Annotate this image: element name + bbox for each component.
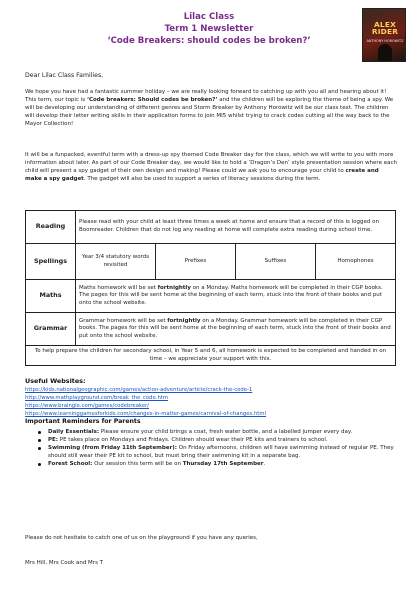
spellings-col: Homophones bbox=[316, 244, 396, 280]
spellings-col: Year 3/4 statutory words revisited bbox=[76, 244, 156, 280]
list-item bbox=[25, 395, 405, 403]
reminders-list bbox=[38, 428, 398, 468]
bullet-icon bbox=[38, 439, 41, 442]
event-paragraph: It will be a funpacked, eventful term with a dress-up spy themed Code Breaker day for the class, which we will write to you with more information about later. As part of our Code Breaker day, we would like to hold a ‘Dragon’s Den’ style presentation session where each child will present a spy gadget of their own design and making! Please could we ask you to encourage your child to create and make a spy gadget. The gadget will also be used to support a series of literacy sessions during the term. bbox=[25, 152, 397, 183]
closing-line: Please do not hesitate to catch one of us on the playground if you have any queries, bbox=[25, 535, 258, 541]
bullet-icon bbox=[38, 431, 41, 434]
greeting: Dear Lilac Class Families, bbox=[25, 72, 104, 79]
homework-footer: To help prepare the children for secondary school, in Year 5 and 6, all homework is expected to be completed and handed in on time – we appreciate your support with this. bbox=[26, 346, 396, 366]
reading-text: Please read with your child at least three times a week at home and ensure that a record of this is logged on Boomreader. Children that do not log any reading at home will complete extra reading during school time. bbox=[76, 211, 396, 244]
intro-paragraph: We hope you have had a fantastic summer holiday – we are really looking forward to catching up with you all and hearing about it! This term, our topic is ‘Code breakers: Should codes be broken?’ and the children will be exploring the theme of being a spy. We will be developing our understanding of different genres and Storm Breaker by Anthony Horowitz will be our class text. The children will develop their letter writing skills in their application forms to join MI5 whilst trying to crack codes cutting all the way back to the Mayor Collection! bbox=[25, 89, 394, 128]
grammar-label: Grammar bbox=[26, 313, 76, 346]
reading-label: Reading bbox=[26, 211, 76, 244]
signature: Mrs Hill, Mrs Cook and Mrs T bbox=[25, 560, 104, 566]
book-cover-author: ANTHONY HOROWITZ bbox=[366, 39, 404, 43]
list-item: Forest School: Our session this term will be on Thursday 17th September. bbox=[38, 460, 398, 468]
book-cover-figure bbox=[378, 44, 392, 62]
table-row bbox=[26, 211, 396, 244]
gadget-request: create and make a spy gadget bbox=[25, 168, 379, 183]
website-link[interactable]: https://www.learninggamesforkids.com/changes-in-matter-games/carnival-of-changes.html bbox=[25, 410, 267, 417]
website-link[interactable]: http://www.mathplayground.com/break_the_code.htm bbox=[25, 394, 169, 401]
book-cover-image bbox=[362, 8, 406, 62]
spellings-col: Suffixes bbox=[236, 244, 316, 280]
list-item bbox=[25, 387, 405, 395]
spellings-col: Prefixes bbox=[156, 244, 236, 280]
topic-title: ‘Code Breakers: should codes be broken?’ bbox=[107, 36, 311, 46]
reminders-heading: Important Reminders for Parents bbox=[25, 418, 141, 425]
table-row bbox=[26, 244, 396, 280]
website-link[interactable]: https://kids.nationalgeographic.com/games/action-adventure/article/crack-the-code-1 bbox=[25, 387, 253, 393]
useful-links-list bbox=[25, 387, 405, 419]
topic-name: ‘Code breakers: Should codes be broken?’ bbox=[86, 97, 218, 104]
useful-websites-heading: Useful Websites: bbox=[25, 377, 86, 385]
list-item: PE: PE takes place on Mondays and Fridays. Children should wear their PE kits and trainers to school. bbox=[38, 436, 398, 444]
grammar-text: Grammar homework will be set fortnightly on a Monday. Grammar homework will be completed in their CGP books. The pages for this will be sent home at the beginning of each term, stuck into the front of their books and put onto the school website. bbox=[76, 313, 396, 346]
table-row bbox=[26, 280, 396, 313]
table-row bbox=[26, 346, 396, 366]
maths-label: Maths bbox=[26, 280, 76, 313]
class-title: Lilac Class bbox=[183, 12, 235, 22]
book-cover-title: ALEX RIDER bbox=[371, 20, 399, 36]
list-item: Daily Essentials: Please ensure your child brings a coat, fresh water bottle, and a labelled jumper every day. bbox=[38, 428, 398, 436]
spellings-label: Spellings bbox=[26, 244, 76, 280]
bullet-icon bbox=[38, 447, 41, 450]
newsletter-title: Term 1 Newsletter bbox=[164, 24, 254, 34]
maths-text: Maths homework will be set fortnightly on a Monday. Maths homework will be completed in their CGP books. The pages for this will be sent home at the beginning of each term, stuck into the front of their books and put onto the school website. bbox=[76, 280, 396, 313]
bullet-icon bbox=[38, 463, 41, 466]
website-link[interactable]: https://www.braingle.com/games/codebreaker/ bbox=[25, 402, 150, 409]
list-item bbox=[25, 403, 405, 411]
table-row bbox=[26, 313, 396, 346]
list-item: Swimming (from Friday 11th September): On Friday afternoons, children will have swimming instead of regular PE. They should still wear their PE kit to school, but must bring their swimming kit in a separate bag. bbox=[38, 444, 398, 460]
homework-table bbox=[25, 210, 396, 366]
